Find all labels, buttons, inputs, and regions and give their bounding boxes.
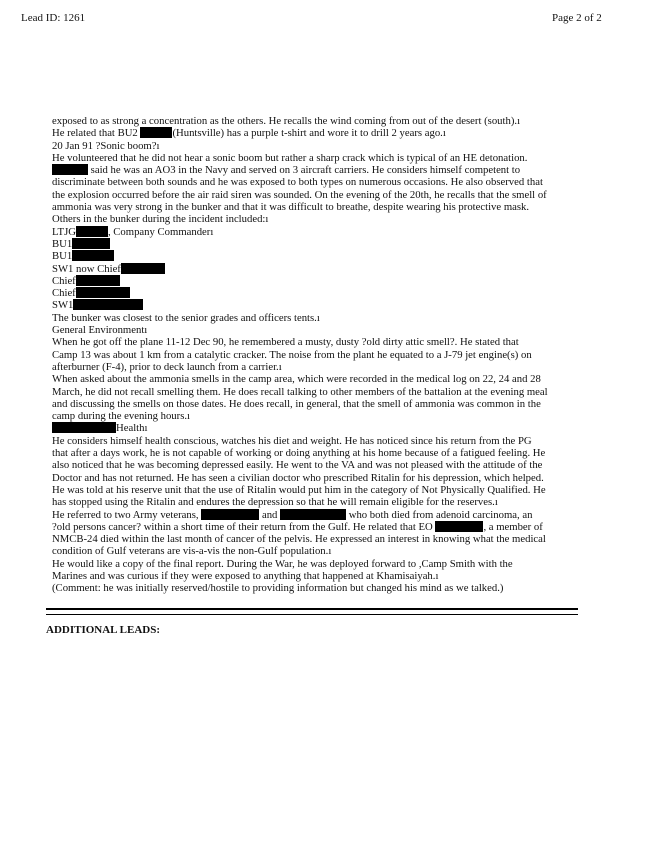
text-line: discriminate between both sounds and he was exposed to both types on numerous occasions. He also observed that: [52, 176, 543, 189]
redaction-box: [73, 299, 143, 310]
text-line: BU1: [52, 250, 580, 262]
redaction-box: [435, 521, 483, 532]
text-line: Healthı: [52, 422, 580, 434]
redaction-box: [52, 164, 88, 175]
text-line: General Environmentı: [52, 324, 148, 337]
text-line: also noticed that he was becoming depressed easily. He went to the VA and was not pleased with the attitude of the: [52, 459, 543, 472]
text-line: condition of Gulf veterans are vis-a-vis the non-Gulf population.ı: [52, 545, 332, 558]
text-line: Others in the bunker during the incident included:ı: [52, 213, 269, 226]
text-line: Doctor and has not returned. He has seen a civilian doctor who prescribed Ritalin for his depression, which helped.: [52, 471, 544, 484]
redaction-box: [72, 250, 114, 261]
text-line: March, he did not recall smelling them. He does recall talking to other members of the battalion at the evening meal: [52, 385, 548, 398]
redaction-box: [76, 287, 130, 298]
section-divider-thick: [46, 608, 578, 610]
text-line: said he was an AO3 in the Navy and served on 3 aircraft carriers. He considers himself competent to: [52, 164, 580, 176]
text-line: Chief: [52, 287, 580, 299]
additional-leads-heading: ADDITIONAL LEADS:: [46, 624, 160, 636]
text-line: He was told at his reserve unit that the use of Ritalin would put him in the category of Not Physically Qualified. He: [52, 483, 546, 496]
text-line: exposed to as strong a concentration as the others. He recalls the wind coming from out of the desert (south).ı: [52, 115, 521, 127]
text-line: 20 Jan 91 ?Sonic boom?ı: [52, 139, 160, 152]
text-line: the explosion occurred before the air raid siren was sounded. On the evening of the 20th, he recalls that the smell of: [52, 188, 547, 201]
redaction-box: [121, 263, 165, 274]
redaction-box: [201, 509, 259, 520]
text-line: He volunteered that he did not hear a sonic boom but rather a sharp crack which is typical of an HE detonation.: [52, 151, 528, 164]
section-divider-thin: [46, 614, 578, 615]
page-number: Page 2 of 2: [552, 12, 602, 24]
text-line: Camp 13 was about 1 km from a catalytic cracker. The noise from the plant he equated to a J-79 jet engine(s) on: [52, 348, 532, 361]
text-line: He related that BU2 (Huntsville) has a purple t-shirt and wore it to drill 2 years ago.ı: [52, 127, 446, 140]
text-line: The bunker was closest to the senior grades and officers tents.ı: [52, 311, 320, 324]
text-line: afterburner (F-4), prior to deck launch from a carrier.ı: [52, 360, 282, 373]
text-line: Chief: [52, 275, 580, 287]
text-line: BU1: [52, 238, 580, 250]
text-line: SW1 now Chief: [52, 263, 580, 275]
redaction-box: [72, 238, 110, 249]
text-line: (Comment: he was initially reserved/hostile to providing information but changed his mind as we talked.): [52, 582, 504, 595]
text-line: He referred to two Army veterans, and who both died from adenoid carcinoma, an: [52, 508, 533, 521]
redaction-box: [52, 422, 116, 433]
redaction-box: [140, 127, 172, 138]
text-line: ?old persons cancer? within a short time of their return from the Gulf. He related that EO , a member of: [52, 520, 543, 533]
redaction-box: [76, 226, 108, 237]
text-line: that after a days work, he is not capable of working or doing anything at his home because of a fatigued feeling. He: [52, 447, 546, 460]
redaction-box: [280, 509, 346, 520]
text-line: When asked about the ammonia smells in the camp area, which were recorded in the medical log on 22, 24 and 28: [52, 373, 541, 386]
text-line: When he got off the plane 11-12 Dec 90, he remembered a musty, dusty ?old dirty attic smell?. He stated that: [52, 336, 519, 349]
redaction-box: [76, 275, 120, 286]
text-line: SW1: [52, 299, 580, 311]
interview-notes: [52, 115, 580, 595]
text-line: camp during the evening hours.ı: [52, 410, 191, 423]
text-line: Marines and was curious if they were exposed to anything that happened at Khamisaiyah.ı: [52, 569, 439, 582]
text-line: LTJG , Company Commanderı: [52, 225, 214, 238]
text-line: has stopped using the Ritalin and endures the depression so that he will remain eligible for the reserves.ı: [52, 496, 498, 509]
text-line: and discussing the smells on those dates. He does recall, in general, that the smell of ammonia was common in the: [52, 397, 541, 410]
text-line: He considers himself health conscious, watches his diet and weight. He has noticed since his return from the PG: [52, 434, 532, 447]
text-line: ammonia was very strong in the bunker and that it was difficult to breathe, despite wearing his protective mask.: [52, 201, 530, 214]
text-line: NMCB-24 died within the last month of cancer of the pelvis. He expressed an interest in knowing what the medical: [52, 533, 546, 546]
text-line: He would like a copy of the final report. During the War, he was deployed forward to ,Camp Smith with the: [52, 557, 513, 570]
lead-id: Lead ID: 1261: [21, 12, 86, 24]
